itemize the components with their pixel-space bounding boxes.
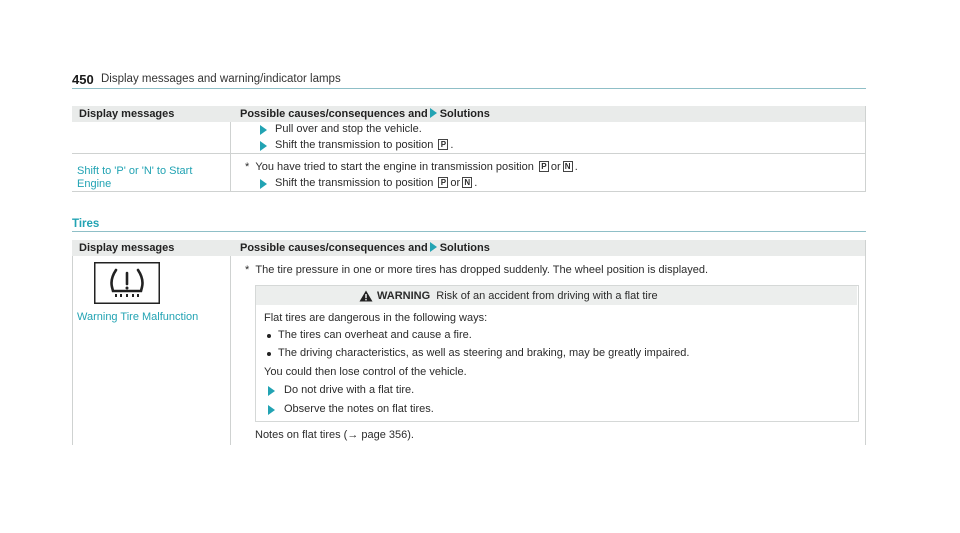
warning-intro: Flat tires are dangerous in the following ways: bbox=[264, 312, 488, 324]
table1-header bbox=[72, 106, 866, 122]
warning-bullet: The tires can overheat and cause a fire. bbox=[278, 329, 472, 341]
display-message-shift: Shift to 'P' or 'N' to Start bbox=[77, 165, 193, 177]
gear-n-key-icon: N bbox=[563, 161, 573, 172]
display-message-tire: Warning Tire Malfunction bbox=[77, 311, 199, 323]
table1-col1-header: Display messages bbox=[79, 108, 175, 120]
header-divider bbox=[72, 88, 866, 89]
table1-right-border bbox=[865, 106, 866, 191]
step-text: Shift the transmission to position P . bbox=[275, 139, 454, 151]
step-text: Pull over and stop the vehicle. bbox=[275, 123, 422, 135]
page-number: 450 bbox=[72, 72, 94, 87]
bullet-icon bbox=[267, 352, 271, 356]
table2-col1-header: Display messages bbox=[79, 242, 175, 254]
gear-p-key-icon: P bbox=[539, 161, 549, 172]
step-arrow-icon bbox=[260, 141, 267, 151]
table2-header bbox=[72, 240, 866, 256]
warning-icon bbox=[359, 289, 373, 307]
table2-col2-header: Possible causes/consequences and Solutions bbox=[240, 242, 490, 254]
gear-n-key-icon: N bbox=[462, 177, 472, 188]
table1-col2-header: Possible causes/consequences and Solutions bbox=[240, 108, 490, 120]
table1-bottom-border bbox=[72, 191, 866, 192]
display-message-shift-line2: Engine bbox=[77, 178, 112, 190]
table2-right-border bbox=[865, 240, 866, 445]
gear-p-key-icon: P bbox=[438, 139, 448, 150]
solution-arrow-icon bbox=[430, 242, 437, 252]
solution-arrow-icon bbox=[430, 108, 437, 118]
cause-text: * You have tried to start the engine in transmission position P or N . bbox=[245, 161, 578, 173]
page-title: Display messages and warning/indicator lamps bbox=[101, 73, 341, 85]
table1-col-divider bbox=[230, 122, 231, 191]
tire-pressure-warning-icon bbox=[94, 262, 160, 304]
step-arrow-icon bbox=[260, 125, 267, 135]
warning-step: Observe the notes on flat tires. bbox=[284, 403, 434, 415]
gear-p-key-icon: P bbox=[438, 177, 448, 188]
step-arrow-icon bbox=[268, 405, 275, 415]
warning-title: WARNING Risk of an accident from driving with a flat tire bbox=[377, 290, 658, 302]
cause-mark: * bbox=[245, 264, 250, 276]
step-arrow-icon bbox=[260, 179, 267, 189]
table2-left-border bbox=[72, 256, 73, 445]
table2-col-divider bbox=[230, 256, 231, 445]
cause-mark: * bbox=[245, 161, 250, 173]
section-title-tires: Tires bbox=[72, 218, 100, 230]
bullet-icon bbox=[267, 334, 271, 338]
table1-row-divider bbox=[72, 153, 866, 154]
step-text: Shift the transmission to position P or N . bbox=[275, 177, 478, 189]
section-divider bbox=[72, 231, 866, 232]
step-arrow-icon bbox=[268, 386, 275, 396]
cause-text: * The tire pressure in one or more tires has dropped suddenly. The wheel position is displayed. bbox=[245, 264, 709, 276]
warning-bullet: The driving characteristics, as well as steering and braking, may be greatly impaired. bbox=[278, 347, 690, 359]
warning-label: WARNING bbox=[377, 290, 431, 302]
warning-consequence: You could then lose control of the vehicle. bbox=[264, 366, 467, 378]
warning-step: Do not drive with a flat tire. bbox=[284, 384, 415, 396]
notes-link-text[interactable]: Notes on flat tires (→ page 356). bbox=[255, 429, 414, 441]
